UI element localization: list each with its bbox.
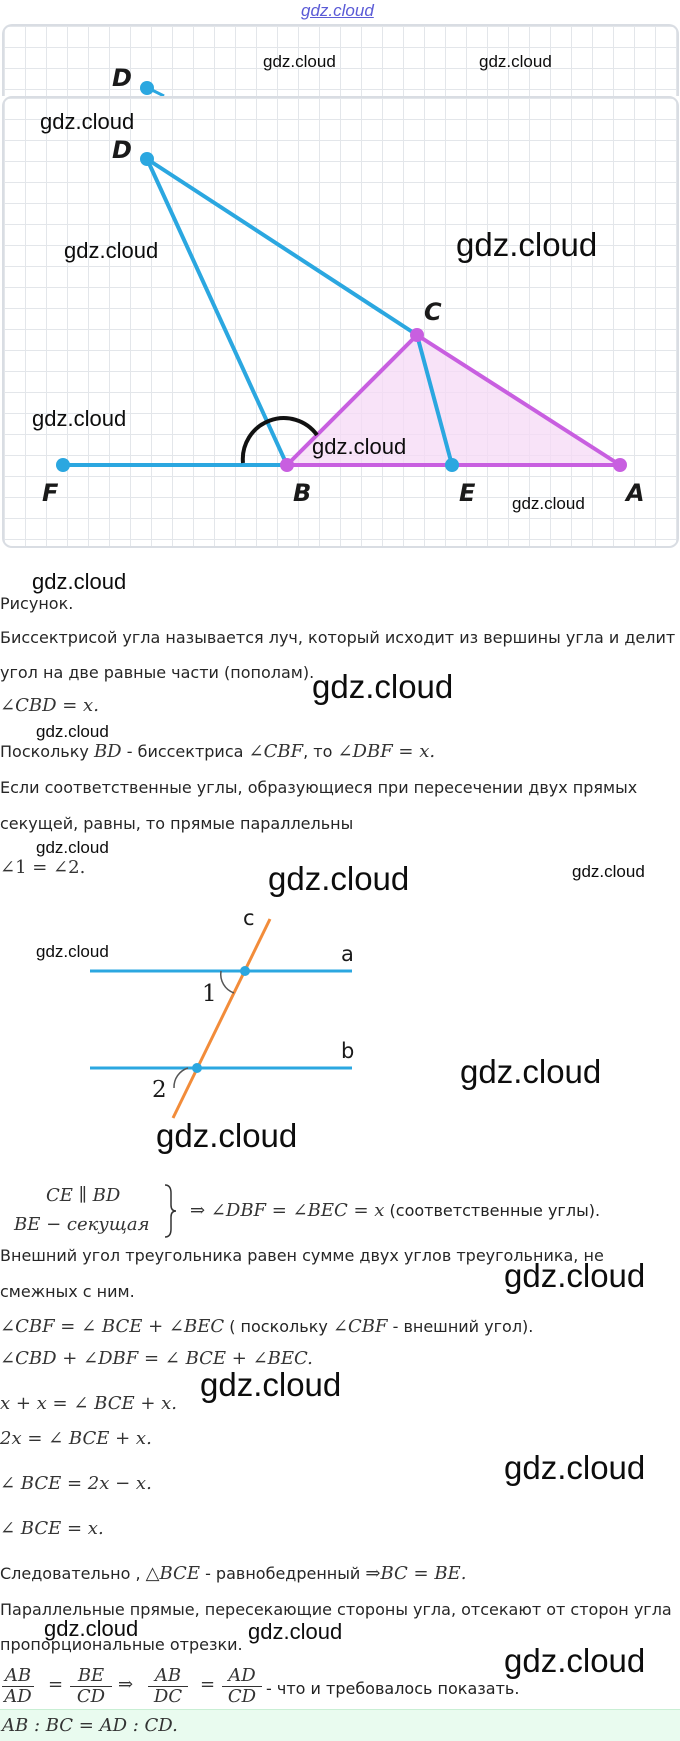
sum-equation: ∠CBD + ∠DBF = ∠ BCE + ∠BEC. [0, 1348, 313, 1369]
intersection-a [240, 966, 250, 976]
label-line-a: a [341, 942, 354, 966]
let-cbd: ∠CBD = x. [0, 695, 99, 716]
frac4-den: CD [227, 1686, 257, 1707]
system-result-line [190, 1200, 600, 1221]
label-line-b: b [341, 1039, 355, 1063]
point-d-top [140, 81, 154, 95]
since-cbf: ∠CBF [248, 741, 304, 762]
frac1-num: AB [4, 1665, 32, 1686]
equation-4: ∠ BCE = x. [0, 1518, 104, 1539]
watermark: gdz.cloud [64, 238, 159, 263]
cbf-note-angle: ∠CBF [332, 1316, 388, 1337]
label-d: D [112, 136, 132, 164]
watermark: gdz.cloud [312, 434, 407, 459]
parallel-lines-figure [80, 905, 440, 1135]
equation-3: ∠ BCE = 2x − x. [0, 1473, 152, 1494]
equation-1: x + x = ∠ BCE + x. [0, 1393, 178, 1414]
point-f [56, 458, 70, 472]
point-d [140, 152, 154, 166]
label-f: F [42, 479, 59, 507]
system-note: (соответственные углы). [384, 1201, 601, 1220]
label-e: E [459, 479, 476, 507]
therefore-mid: - равнобедренный [199, 1564, 366, 1583]
watermark: gdz.cloud [36, 722, 109, 741]
since-then: , то [303, 742, 338, 761]
equation-2: 2x = ∠ BCE + x. [0, 1428, 152, 1449]
angle-1-arc [221, 971, 234, 993]
equals-2: = [200, 1674, 216, 1695]
label-c: C [424, 298, 442, 326]
watermark: gdz.cloud [479, 52, 552, 71]
since-dbf: ∠DBF = x. [337, 741, 436, 762]
frac3-den: DC [153, 1686, 183, 1707]
watermark: gdz.cloud [512, 494, 585, 513]
point-a [613, 458, 627, 472]
watermark-top: gdz.cloud [301, 1, 374, 20]
cbf-equation: ∠CBF = ∠ BCE + ∠BEC [0, 1316, 225, 1337]
label-line-c: c [243, 906, 255, 930]
frac2-den: CD [76, 1686, 106, 1707]
bisector-definition-2: угол на две равные части (пополам). [0, 663, 315, 682]
label-b: B [293, 479, 312, 507]
implies-arrow: ⇒ [118, 1674, 134, 1695]
watermark: gdz.cloud [248, 1619, 343, 1644]
watermark: gdz.cloud [156, 1117, 298, 1154]
point-b [280, 458, 294, 472]
watermark: gdz.cloud [460, 1053, 602, 1090]
triangle-figure [4, 98, 679, 548]
caption: Рисунок. [0, 594, 74, 613]
intersection-b [192, 1063, 202, 1073]
system-brace [163, 1183, 177, 1239]
watermark: gdz.cloud [40, 109, 135, 134]
since-bd: BD [93, 741, 122, 762]
cbf-note-pre: ( поскольку [224, 1317, 333, 1336]
final-answer: AB : BC = AD : CD. [2, 1715, 178, 1736]
therefore-result: ⇒BC = BE. [365, 1563, 467, 1584]
watermark: gdz.cloud [268, 860, 410, 897]
watermark: gdz.cloud [504, 1257, 646, 1294]
watermark: gdz.cloud [200, 1366, 342, 1403]
exterior-angle-1: Внешний угол треугольника равен сумме двух углов треугольника, не [0, 1246, 604, 1265]
watermark: gdz.cloud [263, 52, 336, 71]
final-answer-bar [0, 1709, 680, 1741]
system-line-1: CE ∥ BD [46, 1185, 121, 1206]
therefore-prefix: Следовательно , [0, 1564, 146, 1583]
since-prefix: Поскольку [0, 742, 89, 761]
system-result: ⇒ ∠DBF = ∠BEC = x [190, 1200, 385, 1221]
frac3-num: AB [154, 1665, 182, 1686]
label-angle-2: 2 [152, 1077, 167, 1103]
figure-card-partial [2, 24, 679, 96]
parallel-criterion-2: секущей, равны, то прямые параллельны [0, 814, 354, 833]
label-d-top: D [112, 64, 132, 92]
point-e [445, 458, 459, 472]
fraction-ab-dc [148, 1666, 188, 1707]
cbf-equation-line [0, 1316, 533, 1337]
secant-c [173, 919, 270, 1118]
proportional-segments-2: пропорциональные отрезки. [0, 1635, 243, 1654]
watermark: gdz.cloud [32, 569, 127, 594]
watermark: gdz.cloud [36, 942, 109, 961]
watermark: gdz.cloud [36, 838, 109, 857]
cbf-note-post: - внешний угол). [387, 1317, 534, 1336]
watermark: gdz.cloud [32, 406, 127, 431]
therefore-triangle: △BCE [145, 1563, 200, 1584]
watermark: gdz.cloud [312, 668, 454, 705]
parallel-criterion-1: Если соответственные углы, образующиеся при пересечении двух прямых [0, 778, 638, 797]
watermark: gdz.cloud [572, 862, 645, 881]
label-a: A [626, 479, 645, 507]
equals-1: = [48, 1674, 64, 1695]
therefore-line [0, 1563, 466, 1584]
frac4-num: AD [228, 1665, 256, 1686]
watermark: gdz.cloud [44, 1616, 139, 1641]
watermark: gdz.cloud [504, 1642, 646, 1679]
figure-card [2, 96, 679, 548]
since-line [0, 741, 435, 762]
partial-figure [4, 26, 679, 96]
bisector-definition-1: Биссектрисой угла называется луч, который исходит из вершины угла и делит [0, 628, 676, 647]
angles-equal: ∠1 = ∠2. [0, 857, 86, 878]
label-angle-1: 1 [202, 981, 217, 1007]
watermark: gdz.cloud [504, 1449, 646, 1486]
since-mid: - биссектриса [121, 742, 249, 761]
fraction-ab-ad [2, 1666, 34, 1707]
fraction-be-cd [70, 1666, 112, 1707]
proportional-segments-1: Параллельные прямые, пересекающие стороны угла, отсекают от сторон угла [0, 1600, 672, 1619]
exterior-angle-2: смежных с ним. [0, 1282, 135, 1301]
angle-2-arc [174, 1068, 188, 1088]
shown-note: - что и требовалось показать. [266, 1679, 520, 1698]
watermark: gdz.cloud [456, 226, 598, 263]
fraction-ad-cd [222, 1666, 262, 1707]
point-c [410, 328, 424, 342]
frac1-den: AD [4, 1686, 32, 1707]
frac2-num: BE [77, 1665, 105, 1686]
system-line-2: BE − секущая [14, 1214, 150, 1235]
